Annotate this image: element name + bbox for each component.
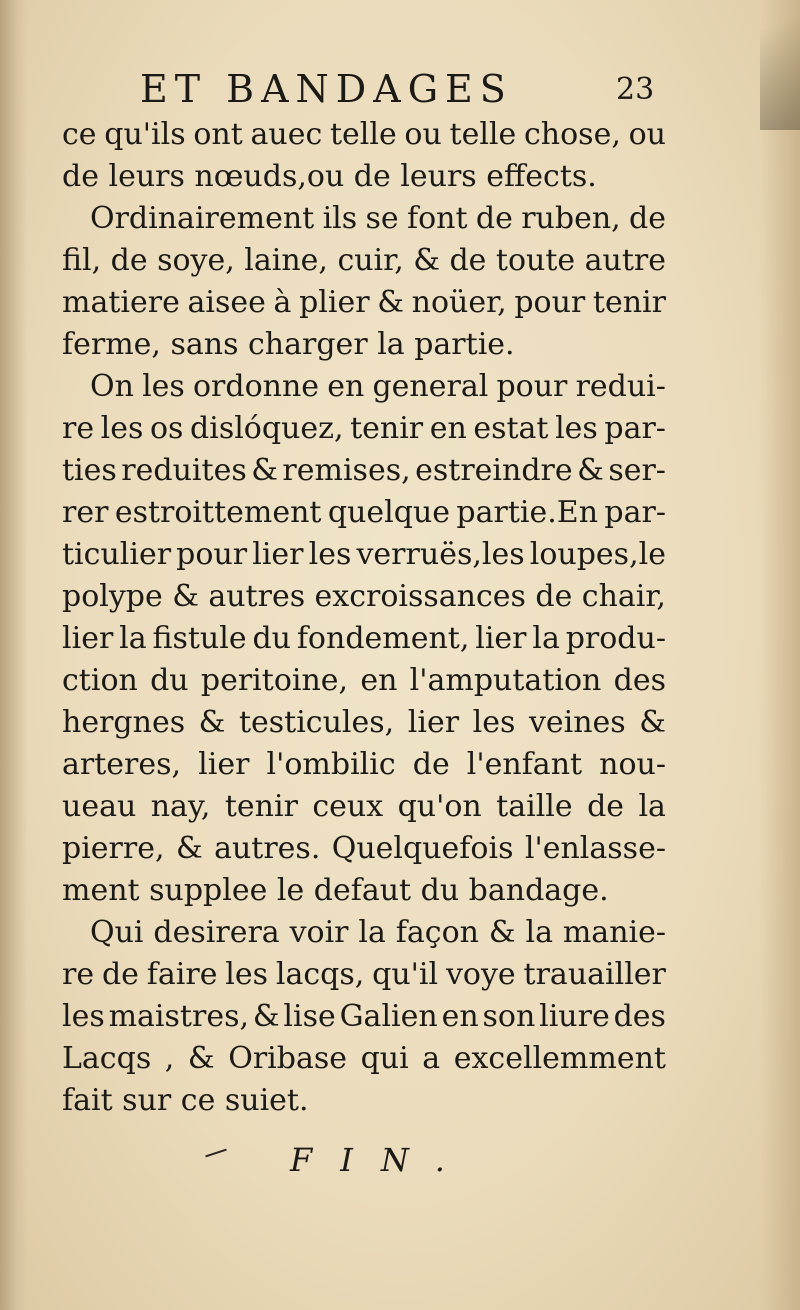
running-title: ET BANDAGES — [140, 67, 513, 111]
finis-mark: FIN. — [290, 1141, 473, 1179]
text-line: lier la fistule du fondement, lier la produ- — [62, 621, 666, 656]
text-line: les maistres, & lise Galien en son liure des — [62, 999, 666, 1034]
body-text — [62, 114, 666, 1122]
text-line: fait sur ce suiet. — [62, 1083, 309, 1118]
running-head — [140, 66, 660, 112]
text-line: Ordinairement ils se font de ruben, de — [90, 201, 666, 236]
text-line: matiere aisee à plier & noüer, pour tenir — [62, 285, 666, 320]
text-line: Qui desirera voir la façon & la manie- — [90, 915, 666, 950]
text-line: ce qu'ils ont auec telle ou telle chose, ou — [62, 117, 666, 152]
text-line: ueau nay, tenir ceux qu'on taille de la — [62, 789, 666, 824]
text-line: Lacqs , & Oribase qui a excellemment — [62, 1041, 666, 1076]
ornament-dash — [205, 1149, 227, 1158]
page-edge — [760, 0, 800, 1310]
page-number: 23 — [616, 72, 655, 107]
text-line: pierre, & autres. Quelquefois l'enlasse- — [62, 831, 666, 866]
text-line: ction du peritoine, en l'amputation des — [62, 663, 666, 698]
text-line: ment supplee le defaut du bandage. — [62, 873, 609, 908]
text-line: ticulier pour lier les verruës,les loupes,le — [62, 537, 666, 572]
text-line: re les os dislóquez, tenir en estat les par- — [62, 411, 666, 446]
text-line: hergnes & testicules, lier les veines & — [62, 705, 666, 740]
text-line: On les ordonne en general pour redui- — [90, 369, 666, 404]
text-line: rer estroittement quelque partie.En par- — [62, 495, 666, 530]
text-line: ferme, sans charger la partie. — [62, 327, 515, 362]
text-line: ties reduites & remises, estreindre & ser- — [62, 453, 666, 488]
text-line: polype & autres excroissances de chair, — [62, 579, 666, 614]
spine-shadow — [0, 0, 28, 1310]
text-line: re de faire les lacqs, qu'il voye trauailler — [62, 957, 666, 992]
page-stain — [760, 0, 800, 130]
text-line: fil, de soye, laine, cuir, & de toute autre — [62, 243, 666, 278]
text-line: arteres, lier l'ombilic de l'enfant nou- — [62, 747, 666, 782]
text-line: de leurs nœuds,ou de leurs effects. — [62, 159, 597, 194]
